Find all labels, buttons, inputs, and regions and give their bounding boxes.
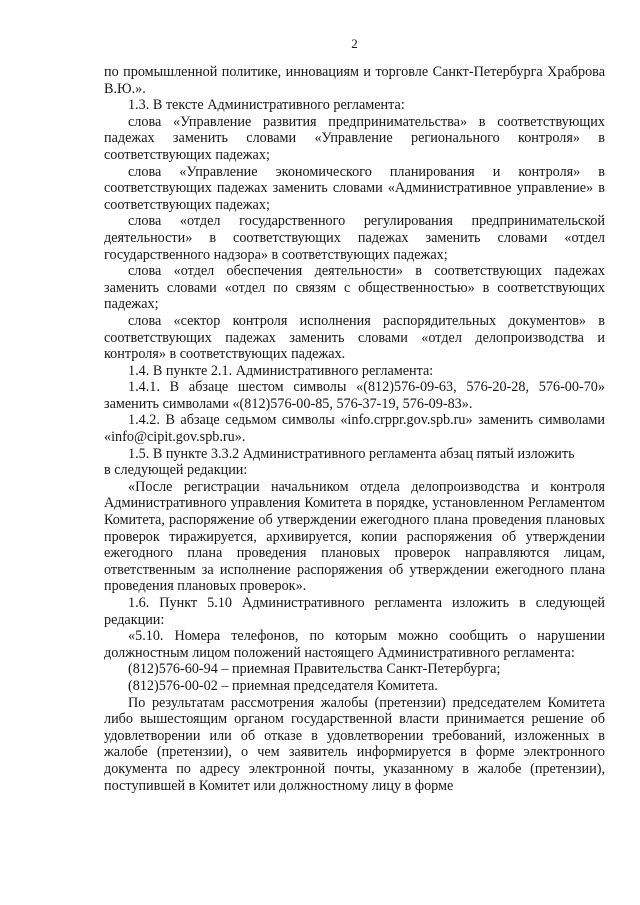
- paragraph: 1.6. Пункт 5.10 Административного регламента изложить в следующей редакции:: [104, 595, 605, 628]
- paragraph: «5.10. Номера телефонов, по которым можно сообщить о нарушении должностным лицом положений настоящего Административного регламента:: [104, 628, 605, 661]
- paragraph: в следующей редакции:: [104, 462, 248, 479]
- paragraph: 1.4. В пункте 2.1. Административного регламента:: [128, 362, 434, 379]
- paragraph: «После регистрации начальником отдела делопроизводства и контроля Административного управления Комитета в порядке, установленном Регламентом Комитета, распоряжение об утверждении ежегодного плана проведения плановых проверок тиражируется, архивируется, копии распоряжения об утверждении ежегодного плана проведения плановых проверок направляются лицам, ответственным за исполнение распоряжения об утверждении ежегодного плана проведения плановых проверок».: [104, 478, 605, 595]
- page-number: 2: [351, 36, 358, 51]
- paragraph: слова «Управление экономического планирования и контроля» в соответствующих падежах заменить словами «Административное управление» в соответствующих падежах;: [104, 163, 605, 213]
- paragraph: слова «Управление развития предпринимательства» в соответствующих падежах заменить словами «Управление регионального контроля» в соответствующих падежах;: [104, 113, 605, 163]
- paragraph: (812)576-00-02 – приемная председателя Комитета.: [128, 677, 438, 694]
- paragraph: По результатам рассмотрения жалобы (претензии) председателем Комитета либо вышестоящим органом государственной власти принимается решение об удовлетворении или об отказе в удовлетворении требований, изложенных в жалобе (претензии), о чем заявитель информируется в форме электронного документа по адресу электронной почты, указанному в жалобе (претензии), поступившей в Комитет или должностному лицу в форме: [104, 694, 605, 794]
- paragraph: слова «отдел обеспечения деятельности» в соответствующих падежах заменить словами «отдел по связям с общественностью» в соответствующих падежах;: [104, 263, 605, 313]
- paragraph: слова «сектор контроля исполнения распорядительных документов» в соответствующих падежах заменить словами «отдел делопроизводства и контроля» в соответствующих падежах.: [104, 312, 605, 363]
- document-body: [104, 64, 605, 794]
- paragraph: 1.4.1. В абзаце шестом символы «(812)576-09-63, 576-20-28, 576-00-70» заменить символами «(812)576-00-85, 576-37-19, 576-09-83».: [104, 379, 605, 412]
- paragraph: слова «отдел государственного регулирования предпринимательской деятельности» в соответствующих падежах заменить словами «отдел государственного надзора» в соответствующих падежах;: [104, 213, 605, 263]
- paragraph: 1.4.2. В абзаце седьмом символы «info.crppr.gov.spb.ru» заменить символами «info@cipit.gov.spb.ru».: [104, 412, 605, 446]
- paragraph: 1.5. В пункте 3.3.2 Административного регламента абзац пятый изложить: [128, 445, 575, 462]
- paragraph: 1.3. В тексте Административного регламента:: [128, 97, 405, 114]
- paragraph: по промышленной политике, инновациям и торговле Санкт-Петербурга Храброва В.Ю.».: [104, 64, 605, 97]
- paragraph: (812)576-60-94 – приемная Правительства Санкт-Петербурга;: [128, 661, 501, 678]
